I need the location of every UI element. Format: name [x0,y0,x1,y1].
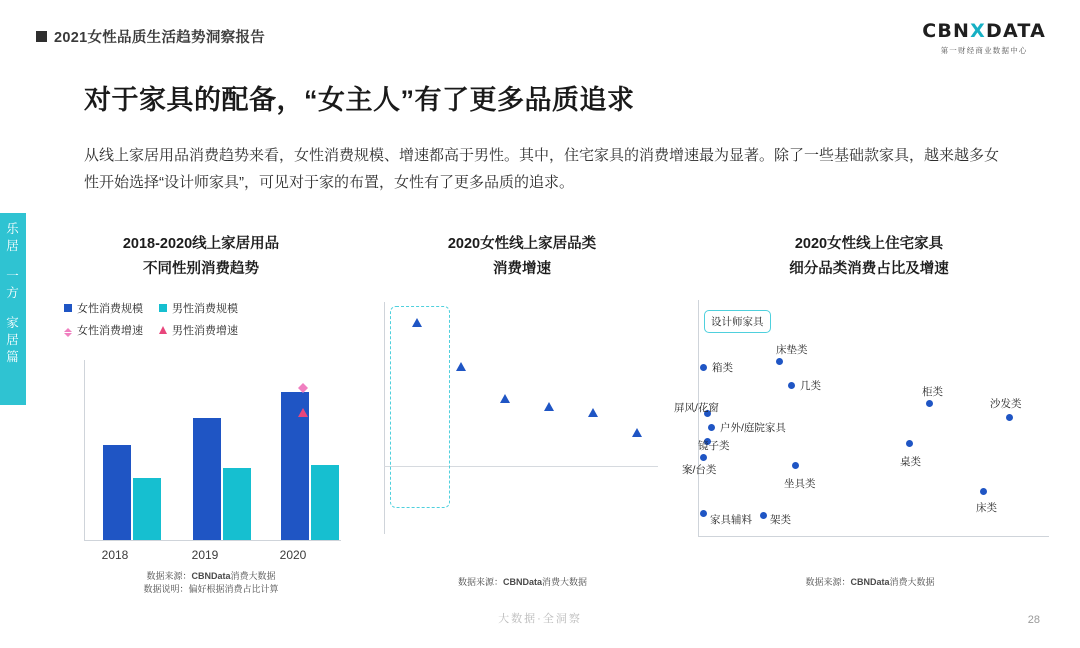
chart-2-title [372,232,672,282]
marker-female-growth-2020 [298,378,308,388]
chart-3-title-line-2: 细分品类消费占比及增速 [789,261,949,277]
page-number: 28 [1027,614,1040,626]
legend-label-1: 男性消费规模 [172,303,238,315]
source-brand: CBNData [502,577,542,587]
chart-3-point-zuoju [792,462,799,469]
chart-2-point-4 [544,402,554,411]
chart-2-point-6 [632,428,642,437]
chart-2-title-line-2: 消费增速 [493,261,551,277]
chart-3-point-antai [700,454,707,461]
chart-1-plot [84,360,341,541]
chart-1-title-line-1: 2018-2020线上家居用品 [122,236,280,252]
chart-1-xtick-2019: 2019 [191,548,219,562]
chart-3-label-fuliao: 家具辅料 [710,514,752,526]
chart-3-source [700,576,1040,589]
chart-3-point-shafa [1006,414,1013,421]
bar-male-2020 [311,465,339,540]
square-swatch-icon [64,304,72,312]
page-title: 对于家具的配备，“女主人”有了更多品质追求 [84,85,635,115]
legend-item-female-scale [64,300,143,316]
chart-1-source-line-2: 数据说明：偏好根据消费占比计算 [143,584,279,594]
bar-female-2018 [103,445,131,540]
source-suffix: 消费大数据 [889,577,935,587]
source-brand: CBNData [191,571,231,581]
chart-3-point-xiang [700,364,707,371]
legend-label-2: 女性消费增速 [77,325,143,337]
chart-3-label-chuangdian: 床垫类 [776,344,808,356]
logo-wordmark [922,20,1046,42]
chart-3-point-jia [760,512,767,519]
chart-1 [36,300,366,562]
chart-2-highlight-box [390,306,450,508]
chart-2-point-2 [456,362,466,371]
logo-subtitle: 第一财经商业数据中心 [940,46,1028,55]
chart-3-label-chuang: 床类 [976,502,997,514]
chart-1-source [96,570,326,596]
chart-3-label-huwai: 户外/庭院家具 [720,422,786,434]
chart-3-label-zhuo: 桌类 [900,456,921,468]
lead-paragraph: 从线上家居用品消费趋势来看，女性消费规模、增速都高于男性。其中，住宅家具的消费增速最为显著。除了一些基础款家具，越来越多女性开始选择“设计师家具”，可见对于家的布置，女性有了更多品质的追求。 [84,147,1000,191]
logo-text-x: X [970,20,986,42]
chart-3-title-line-1: 2020女性线上住宅家具 [794,236,944,252]
ribbon-line-2: 一方 [6,269,20,300]
chart-3-label-antai: 案/台类 [682,464,717,476]
chart-1-title-line-2: 不同性别消费趋势 [143,261,259,277]
square-swatch-icon [159,304,167,312]
chart-3-label-zuoju: 坐具类 [784,478,816,490]
chart-3-point-huwai [708,424,715,431]
chart-3-label-xiang: 箱类 [712,362,733,374]
section-ribbon [0,213,26,405]
chart-3-point-chuangdian [776,358,783,365]
chart-3-label-pingfeng: 屏风/花窗 [674,402,719,414]
chart-3-point-fuliao [700,510,707,517]
source-suffix: 消费大数据 [230,571,276,581]
logo-text-left: CBN [922,20,971,42]
chart-3-point-jilei [788,382,795,389]
source-suffix: 消费大数据 [542,577,588,587]
chart-2-point-5 [588,408,598,417]
ribbon-line-3: 家居篇 [6,316,20,364]
chart-2-point-3 [500,394,510,403]
chart-3-point-zhuo [906,440,913,447]
source-prefix: 数据来源： [457,577,503,587]
chart-3-label-jia: 架类 [770,514,791,526]
chart-1-source-line-1 [96,570,326,583]
chart-2-point-1 [412,318,422,327]
chart-2-title-line-1: 2020女性线上家居品类 [447,236,597,252]
ribbon-line-1: 乐居 [6,222,20,253]
chart-3 [676,296,1066,564]
chart-3-highlight-designer-furniture: 设计师家具 [704,310,771,333]
legend-item-male-scale [159,300,238,316]
report-title-text: 2021女性品质生活趋势洞察报告 [54,30,266,46]
report-header [36,26,265,47]
chart-2-source [390,576,655,589]
chart-3-title [676,232,1062,282]
legend-item-male-growth [159,322,238,338]
source-brand: CBNData [850,577,890,587]
triangle-swatch-icon [159,326,167,334]
legend-item-female-growth [64,322,143,338]
chart-3-point-gui [926,400,933,407]
cbndata-logo [922,20,1046,56]
chart-1-title [36,232,366,282]
bar-male-2018 [133,478,161,540]
chart-3-point-chuang [980,488,987,495]
footer-note: 大数据·全洞察 [498,613,582,625]
chart-2 [372,296,672,558]
chart-1-legend [64,300,354,344]
marker-male-growth-2020 [298,408,308,417]
chart-3-label-jingzi: 镜子类 [698,440,730,452]
chart-1-xtick-2018: 2018 [101,548,129,562]
legend-label-0: 女性消费规模 [77,303,143,315]
chart-3-label-shafa: 沙发类 [990,398,1022,410]
diamond-swatch-icon [64,324,72,332]
logo-text-right: DATA [986,20,1046,42]
source-prefix: 数据来源： [146,571,192,581]
chart-1-xtick-2020: 2020 [279,548,307,562]
bar-female-2019 [193,418,221,540]
chart-3-label-gui: 柜类 [922,386,943,398]
source-prefix: 数据来源： [805,577,851,587]
bar-male-2019 [223,468,251,540]
chart-3-label-jilei: 几类 [800,380,821,392]
legend-label-3: 男性消费增速 [172,325,238,337]
square-bullet-icon [36,31,47,42]
